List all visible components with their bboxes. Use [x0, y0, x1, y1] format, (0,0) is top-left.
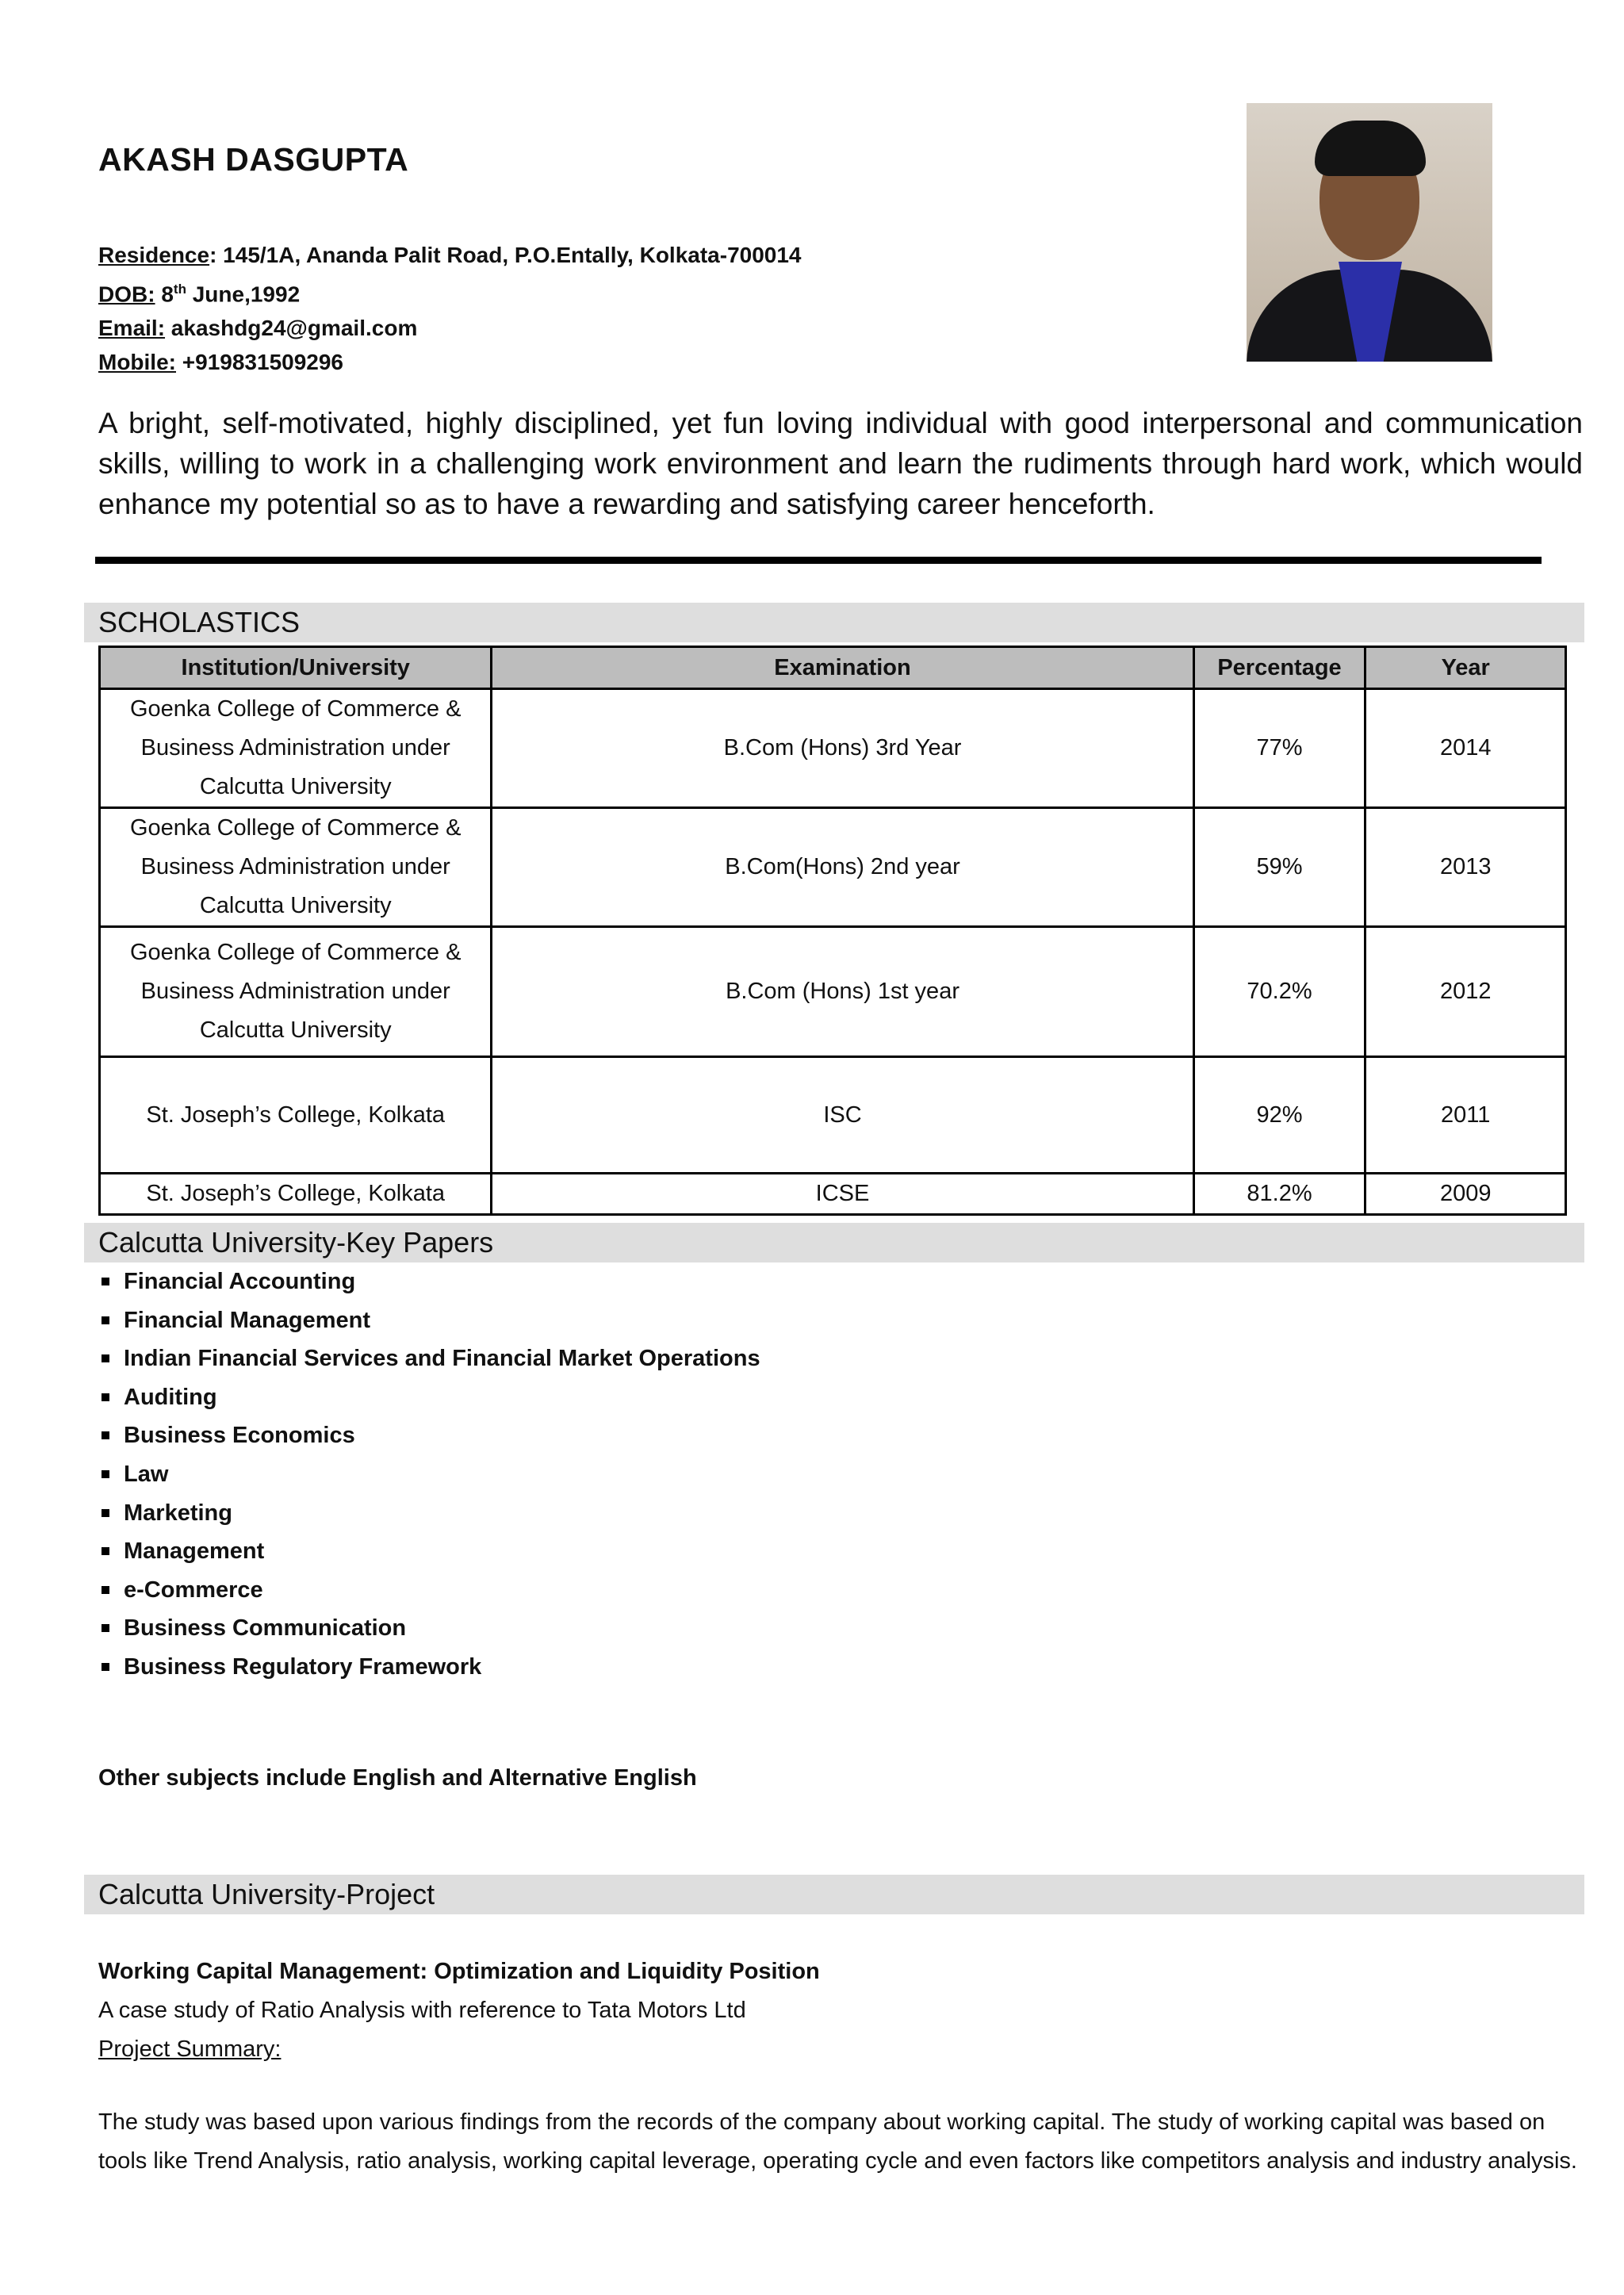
dob-rest: June,1992	[186, 282, 301, 307]
project-subtitle: A case study of Ratio Analysis with reference to Tata Motors Ltd	[98, 1998, 746, 2023]
list-item: Management	[98, 1532, 760, 1571]
list-item: Auditing	[98, 1378, 760, 1417]
cell-exam: B.Com(Hons) 2nd year	[492, 808, 1193, 927]
objective-summary: A bright, self-motivated, highly disciplined, yet fun loving individual with good interpersonal and communication skills, willing to work in a challenging work environment and learn the rudiments through hard work, which would enhance my potential so as to have a rewarding and satisfying career henceforth.	[98, 407, 1583, 520]
table-row	[100, 689, 1566, 808]
list-item: Law	[98, 1455, 760, 1494]
list-item: Business Economics	[98, 1416, 760, 1455]
residence-value: : 145/1A, Ananda Palit Road, P.O.Entally, Kolkata-700014	[209, 243, 802, 267]
cell-year: 2013	[1365, 808, 1566, 927]
dob-day: 8	[155, 282, 174, 307]
scholastics-table	[98, 646, 1567, 1216]
residence-label: Residence	[98, 243, 210, 267]
cell-exam: B.Com (Hons) 1st year	[492, 927, 1193, 1057]
mobile-label: Mobile:	[98, 350, 176, 375]
section-scholastics-heading: SCHOLASTICS	[84, 603, 1584, 642]
section-key-papers-heading: Calcutta University-Key Papers	[84, 1223, 1584, 1262]
table-row	[100, 1057, 1566, 1174]
email-label: Email:	[98, 316, 166, 341]
cell-percentage: 77%	[1193, 689, 1365, 808]
cell-percentage: 92%	[1193, 1057, 1365, 1174]
photo-hair	[1315, 121, 1426, 176]
cell-percentage: 81.2%	[1193, 1174, 1365, 1215]
list-item: Financial Accounting	[98, 1262, 760, 1301]
cell-year: 2012	[1365, 927, 1566, 1057]
email-value[interactable]: akashdg24@gmail.com	[165, 316, 418, 341]
cell-institution: Goenka College of Commerce & Business Administration under Calcutta University	[100, 808, 492, 927]
cell-year: 2014	[1365, 689, 1566, 808]
table-row	[100, 927, 1566, 1057]
cell-year: 2011	[1365, 1057, 1566, 1174]
cell-year: 2009	[1365, 1174, 1566, 1215]
col-year: Year	[1365, 647, 1566, 689]
other-subjects: Other subjects include English and Alternative English	[98, 1765, 697, 1791]
list-item: Marketing	[98, 1494, 760, 1533]
header-divider	[95, 557, 1542, 564]
dob-line	[98, 272, 802, 311]
key-papers-list	[98, 1262, 760, 1687]
list-item: Indian Financial Services and Financial Market Operations	[98, 1339, 760, 1378]
dob-label: DOB:	[98, 282, 155, 307]
table-header-row	[100, 647, 1566, 689]
mobile-line	[98, 345, 802, 379]
cell-percentage: 59%	[1193, 808, 1365, 927]
list-item: Business Communication	[98, 1609, 760, 1648]
cell-exam: ISC	[492, 1057, 1193, 1174]
cell-percentage: 70.2%	[1193, 927, 1365, 1057]
col-examination: Examination	[492, 647, 1193, 689]
email-line	[98, 311, 802, 345]
col-percentage: Percentage	[1193, 647, 1365, 689]
dob-suffix: th	[173, 282, 186, 297]
cell-institution: Goenka College of Commerce & Business Administration under Calcutta University	[100, 927, 492, 1057]
project-title: Working Capital Management: Optimization and Liquidity Position	[98, 1959, 820, 1984]
list-item: e-Commerce	[98, 1571, 760, 1610]
cell-exam: B.Com (Hons) 3rd Year	[492, 689, 1193, 808]
list-item: Business Regulatory Framework	[98, 1648, 760, 1687]
cell-institution: St. Joseph’s College, Kolkata	[100, 1174, 492, 1215]
profile-photo	[1247, 103, 1492, 362]
contact-block	[98, 238, 802, 379]
section-project-heading: Calcutta University-Project	[84, 1875, 1584, 1914]
cell-exam: ICSE	[492, 1174, 1193, 1215]
candidate-name: AKASH DASGUPTA	[98, 141, 409, 178]
project-summary-label: Project Summary:	[98, 2036, 282, 2062]
mobile-value: +919831509296	[176, 350, 343, 375]
list-item: Financial Management	[98, 1301, 760, 1340]
residence-line	[98, 238, 802, 272]
col-institution: Institution/University	[100, 647, 492, 689]
cell-institution: St. Joseph’s College, Kolkata	[100, 1057, 492, 1174]
project-summary-text: The study was based upon various findings from the records of the company about working capital. The study of working capital was based on tools like Trend Analysis, ratio analysis, working capital leverage, operating cycle and even factors like competitors analysis and industry analysis.	[98, 2109, 1577, 2174]
table-row	[100, 1174, 1566, 1215]
table-row	[100, 808, 1566, 927]
cell-institution: Goenka College of Commerce & Business Administration under Calcutta University	[100, 689, 492, 808]
